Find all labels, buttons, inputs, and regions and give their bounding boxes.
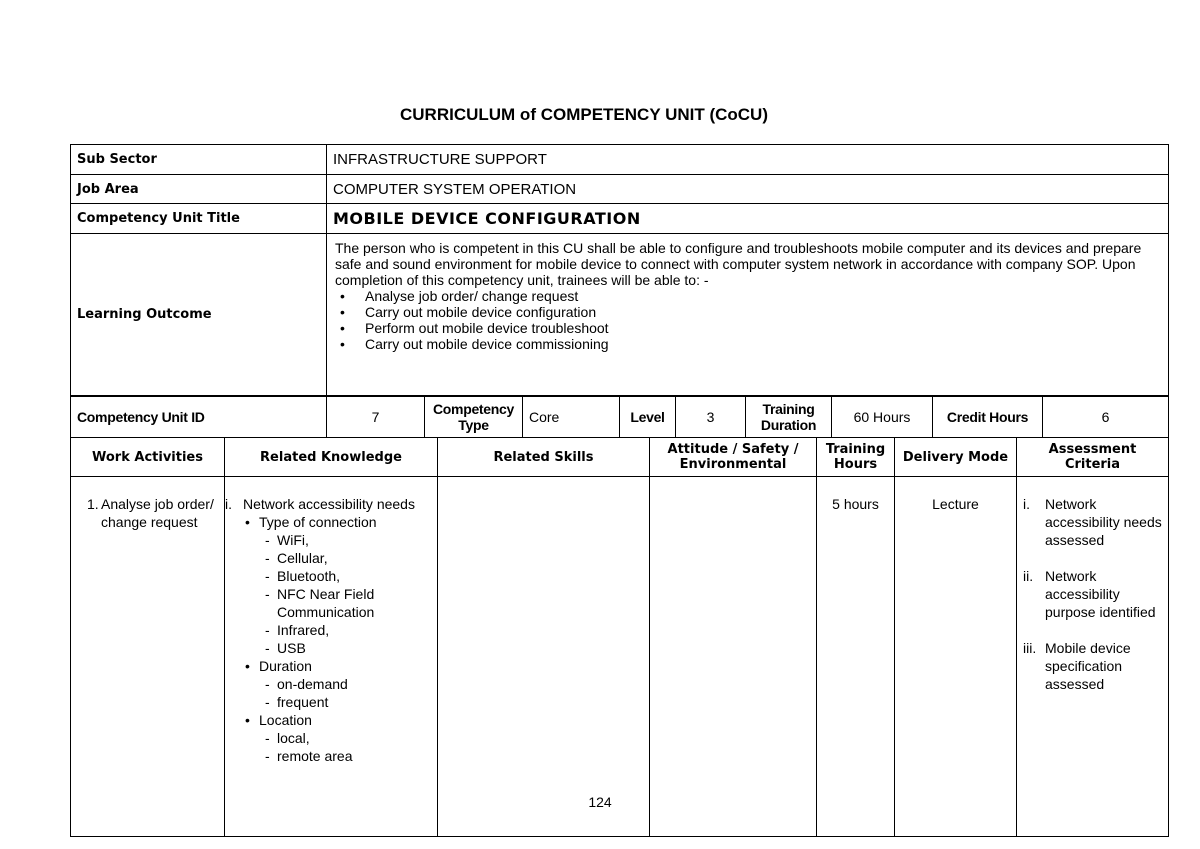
work-activity-item (77, 495, 218, 531)
attitude-cell (650, 477, 817, 837)
sub-sector-value: INFRASTRUCTURE SUPPORT (327, 145, 1169, 175)
cu-id-label: Competency Unit ID (71, 397, 327, 438)
learning-outcome-label: Learning Outcome (71, 234, 327, 396)
competency-type-value: Core (523, 397, 620, 438)
training-hours-cell: 5 hours (817, 477, 895, 837)
header-delivery-mode: Delivery Mode (895, 438, 1017, 477)
knowledge-item (225, 495, 431, 513)
credit-hours-label: Credit Hours (933, 397, 1043, 438)
job-area-value: COMPUTER SYSTEM OPERATION (327, 175, 1169, 204)
table-row (71, 477, 1169, 837)
header-related-knowledge: Related Knowledge (225, 438, 438, 477)
knowledge-sub: - Bluetooth, (225, 567, 431, 585)
knowledge-number: i. (225, 496, 232, 512)
header-related-skills: Related Skills (438, 438, 650, 477)
job-area-label: Job Area (71, 175, 327, 204)
delivery-mode-cell: Lecture (895, 477, 1017, 837)
cu-title-value: MOBILE DEVICE CONFIGURATION (327, 204, 1169, 234)
assessment-criteria-cell (1017, 477, 1169, 837)
cu-id-value: 7 (327, 397, 425, 438)
header-work-activities: Work Activities (71, 438, 225, 477)
assessment-item (1023, 495, 1162, 549)
level-label: Level (620, 397, 676, 438)
page-title: CURRICULUM of COMPETENCY UNIT (CoCU) (400, 105, 768, 124)
assessment-number: ii. (1023, 568, 1034, 584)
assessment-text: Mobile device specification assessed (1045, 640, 1131, 692)
assessment-number: iii. (1023, 640, 1037, 656)
unit-id-table (70, 396, 1169, 438)
knowledge-sub: - Infrared, (225, 621, 431, 639)
related-skills-cell (438, 477, 650, 837)
sub-sector-label: Sub Sector (71, 145, 327, 175)
assessment-number: i. (1023, 496, 1030, 512)
related-knowledge-cell (225, 477, 438, 837)
page-number: 124 (588, 794, 612, 810)
knowledge-sub: - WiFi, (225, 531, 431, 549)
knowledge-sub: - frequent (225, 693, 431, 711)
activity-number: 1. (87, 496, 99, 512)
list-item: • Carry out mobile device commissioning (335, 336, 1160, 352)
level-value: 3 (676, 397, 746, 438)
credit-hours-value: 6 (1043, 397, 1169, 438)
knowledge-sub: - NFC Near Field Communication (225, 585, 431, 621)
assessment-item (1023, 567, 1162, 621)
list-item: • Carry out mobile device configuration (335, 304, 1160, 320)
learning-outcome-cell (327, 234, 1169, 396)
knowledge-sub: - USB (225, 639, 431, 657)
list-item: • Perform out mobile device troubleshoot (335, 320, 1160, 336)
training-duration-label: Training Duration (746, 397, 832, 438)
training-duration-value: 60 Hours (832, 397, 933, 438)
knowledge-sub: - on-demand (225, 675, 431, 693)
knowledge-title: Network accessibility needs (243, 496, 415, 512)
knowledge-bullet: • Location (225, 711, 431, 729)
competency-type-label: Competency Type (425, 397, 523, 438)
work-activities-table (70, 437, 1169, 837)
knowledge-bullet: • Duration (225, 657, 431, 675)
learning-outcome-list (335, 288, 1160, 352)
assessment-text: Network accessibility purpose identified (1045, 568, 1156, 620)
header-assessment-criteria: Assessment Criteria (1017, 438, 1169, 477)
unit-info-table (70, 144, 1169, 396)
header-attitude: Attitude / Safety / Environmental (650, 438, 817, 477)
assessment-text: Network accessibility needs assessed (1045, 496, 1162, 548)
knowledge-sub: - local, (225, 729, 431, 747)
list-item: • Analyse job order/ change request (335, 288, 1160, 304)
knowledge-sub: - Cellular, (225, 549, 431, 567)
knowledge-sub: - remote area (225, 747, 431, 765)
activity-text: Analyse job order/ change request (101, 496, 214, 530)
header-training-hours: Training Hours (817, 438, 895, 477)
assessment-item (1023, 639, 1162, 693)
knowledge-bullet: • Type of connection (225, 513, 431, 531)
work-activity-cell (71, 477, 225, 837)
cu-title-label: Competency Unit Title (71, 204, 327, 234)
learning-outcome-text: The person who is competent in this CU shall be able to configure and troubleshoots mobile computer and its devices and prepare safe and sound environment for mobile device to connect with computer system network in accordance with company SOP. Upon completion of this competency unit, trainees will be able to: - (335, 240, 1142, 288)
